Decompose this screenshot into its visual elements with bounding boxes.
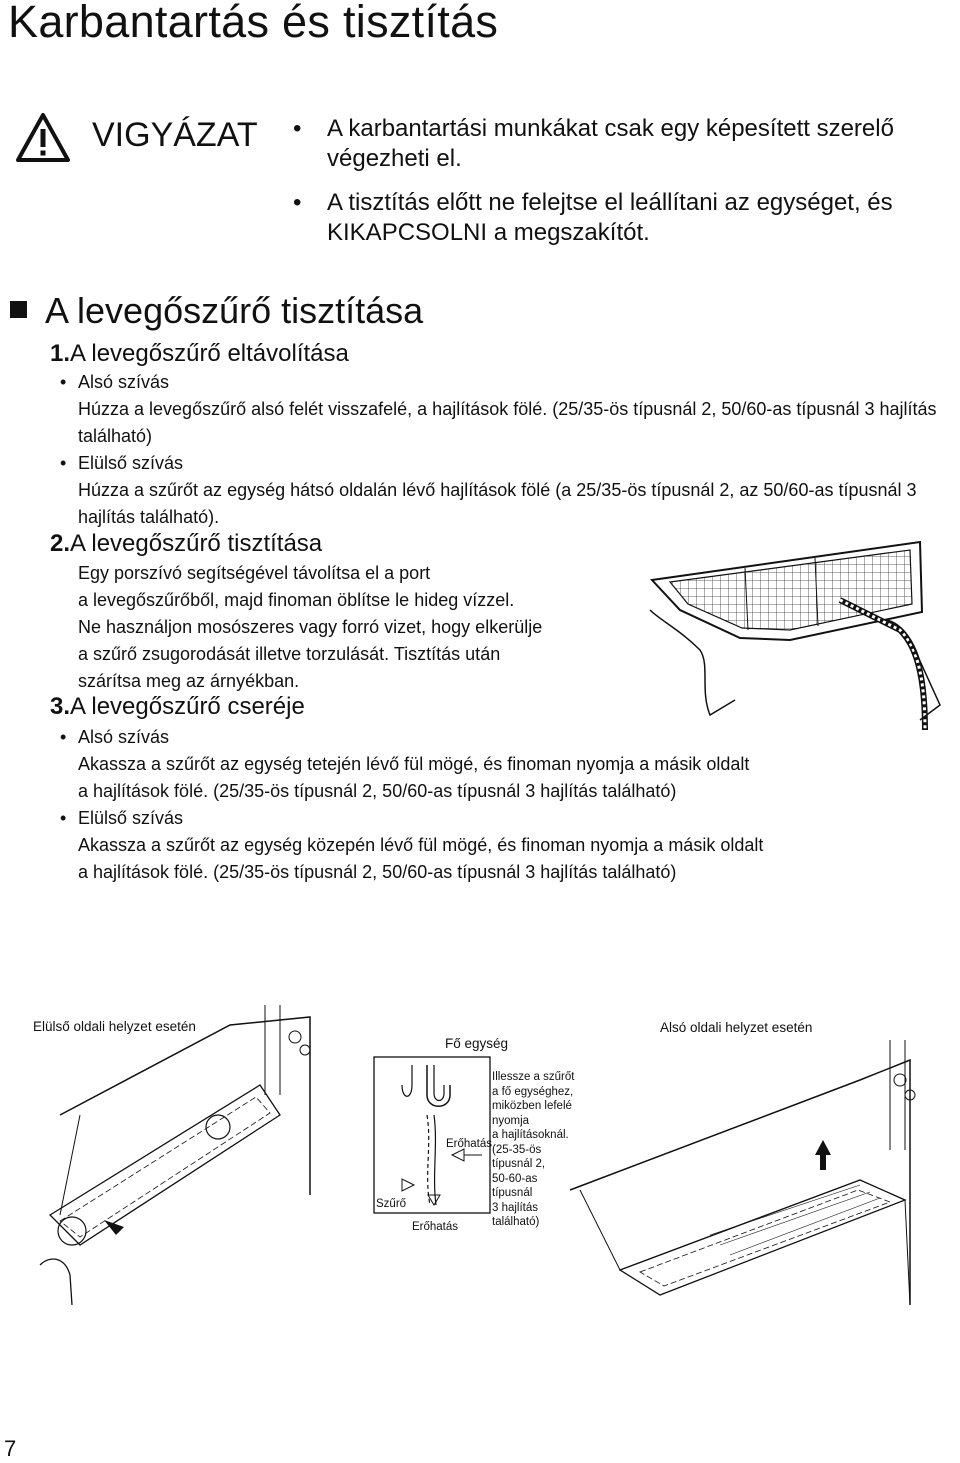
step-3-body [56, 724, 936, 886]
sub-item-line: a hajlítások fölé. (25/35-ös típusnál 2, 50/60-as típusnál 3 hajlítás található) [78, 862, 677, 882]
filter-label: Szűrő [376, 1198, 407, 1210]
step-3-heading [50, 693, 305, 721]
note-line: a fő egységhez, [492, 1085, 574, 1098]
step-heading-text: A levegőszűrő tisztítása [70, 530, 323, 557]
sub-item-text: Húzza a szűrőt az egység hátsó oldalán lévő hajlítások fölé (a 25/35-ös típusnál 2, az 50/60-as típusnál 3 hajlítás található). [78, 480, 917, 527]
warning-item-text: A tisztítás előtt ne felejtse el leállítani az egységet, és KIKAPCSOLNI a megszakítót. [327, 189, 893, 246]
sub-item-line: a hajlítások fölé. (25/35-ös típusnál 2, 50/60-as típusnál 3 hajlítás található) [78, 781, 677, 801]
warning-item [293, 114, 933, 174]
sub-item-label: Alsó szívás [78, 727, 170, 747]
sub-item-label: Elülső szívás [78, 808, 184, 828]
note-line: típusnál [492, 1187, 533, 1199]
warning-item-text: A karbantartási munkákat csak egy képesített szerelő végezheti el. [327, 115, 894, 172]
step-1-body [56, 369, 951, 531]
step-2-line: Egy porszívó segítségével távolítsa el a port [78, 563, 431, 583]
bullet-icon: • [60, 808, 67, 828]
sub-item [56, 724, 936, 805]
note-line: típusnál 2, [492, 1158, 546, 1170]
warning-triangle-icon [15, 112, 71, 164]
sub-item-line: Akassza a szűrőt az egység közepén lévő fül mögé, és finoman nyomja a másik oldalt [78, 835, 764, 855]
sub-item [56, 805, 936, 886]
section-title-text: A levegőszűrő tisztítása [45, 290, 424, 331]
filter-fit-detail-illustration [372, 1055, 492, 1215]
bullet-icon: • [60, 453, 67, 473]
warning-list [293, 114, 933, 262]
step-2-line: szárítsa meg az árnyékban. [78, 671, 300, 691]
note-line: nyomja [492, 1114, 530, 1127]
bullet-icon: • [293, 115, 302, 142]
step-number: 2. [50, 530, 71, 557]
page-title: Karbantartás és tisztítás [8, 0, 499, 47]
step-number: 1. [50, 340, 71, 367]
bottom-position-illustration [560, 1040, 950, 1315]
note-line: található) [492, 1216, 540, 1228]
force-label-upper: Erőhatás [446, 1138, 493, 1150]
sub-item-line: Akassza a szűrőt az egység tetején lévő fül mögé, és finoman nyomja a másik oldalt [78, 754, 750, 774]
step-2-heading [50, 530, 322, 558]
main-unit-caption: Fő egység [445, 1036, 509, 1051]
step-2-line: a levegőszűrőből, majd finoman öblítse le hideg vízzel. [78, 590, 515, 610]
note-line: (25-35-ös [492, 1143, 542, 1156]
sub-item-label: Elülső szívás [78, 453, 184, 473]
sub-item [56, 450, 951, 531]
page-number: 7 [4, 1436, 17, 1461]
step-2-body [78, 560, 542, 695]
sub-item [56, 369, 951, 450]
bullet-icon: • [60, 727, 67, 747]
sub-item-text: Húzza a levegőszűrő alsó felét visszafelé, a hajlítások fölé. (25/35-ös típusnál 2, 50/60-as típusnál 3 hajlítás található) [78, 399, 937, 446]
warning-label: VIGYÁZAT [92, 116, 258, 154]
force-label-lower: Erőhatás [412, 1221, 459, 1233]
note-line: Illesszе a szűrőt [492, 1071, 575, 1083]
step-heading-text: A levegőszűrő cseréje [70, 693, 305, 720]
bullet-icon: • [293, 189, 302, 216]
step-1-heading [50, 340, 349, 368]
section-title [10, 290, 423, 332]
bottom-position-caption: Alsó oldali helyzet esetén [660, 1020, 813, 1035]
step-2-line: Ne használjon mosószeres vagy forró vizet, hogy elkerülje [78, 617, 543, 637]
bullet-icon: • [60, 372, 67, 392]
sub-item-label: Alsó szívás [78, 372, 170, 392]
note-line: 50-60-as [492, 1172, 538, 1185]
note-line: a hajlításoknál. [492, 1129, 569, 1141]
note-line: miközben lefelé [492, 1100, 572, 1112]
square-bullet-icon [10, 301, 27, 318]
front-position-caption: Elülső oldali helyzet esetén [33, 1019, 196, 1034]
note-line: 3 hajlítás [492, 1201, 539, 1214]
step-number: 3. [50, 693, 71, 720]
step-heading-text: A levegőszűrő eltávolítása [70, 340, 349, 367]
step-2-line: a szűrő zsugorodását illetve torzulását. Tisztítás után [78, 644, 501, 664]
filter-cleaning-illustration [640, 540, 950, 730]
warning-item [293, 188, 933, 248]
